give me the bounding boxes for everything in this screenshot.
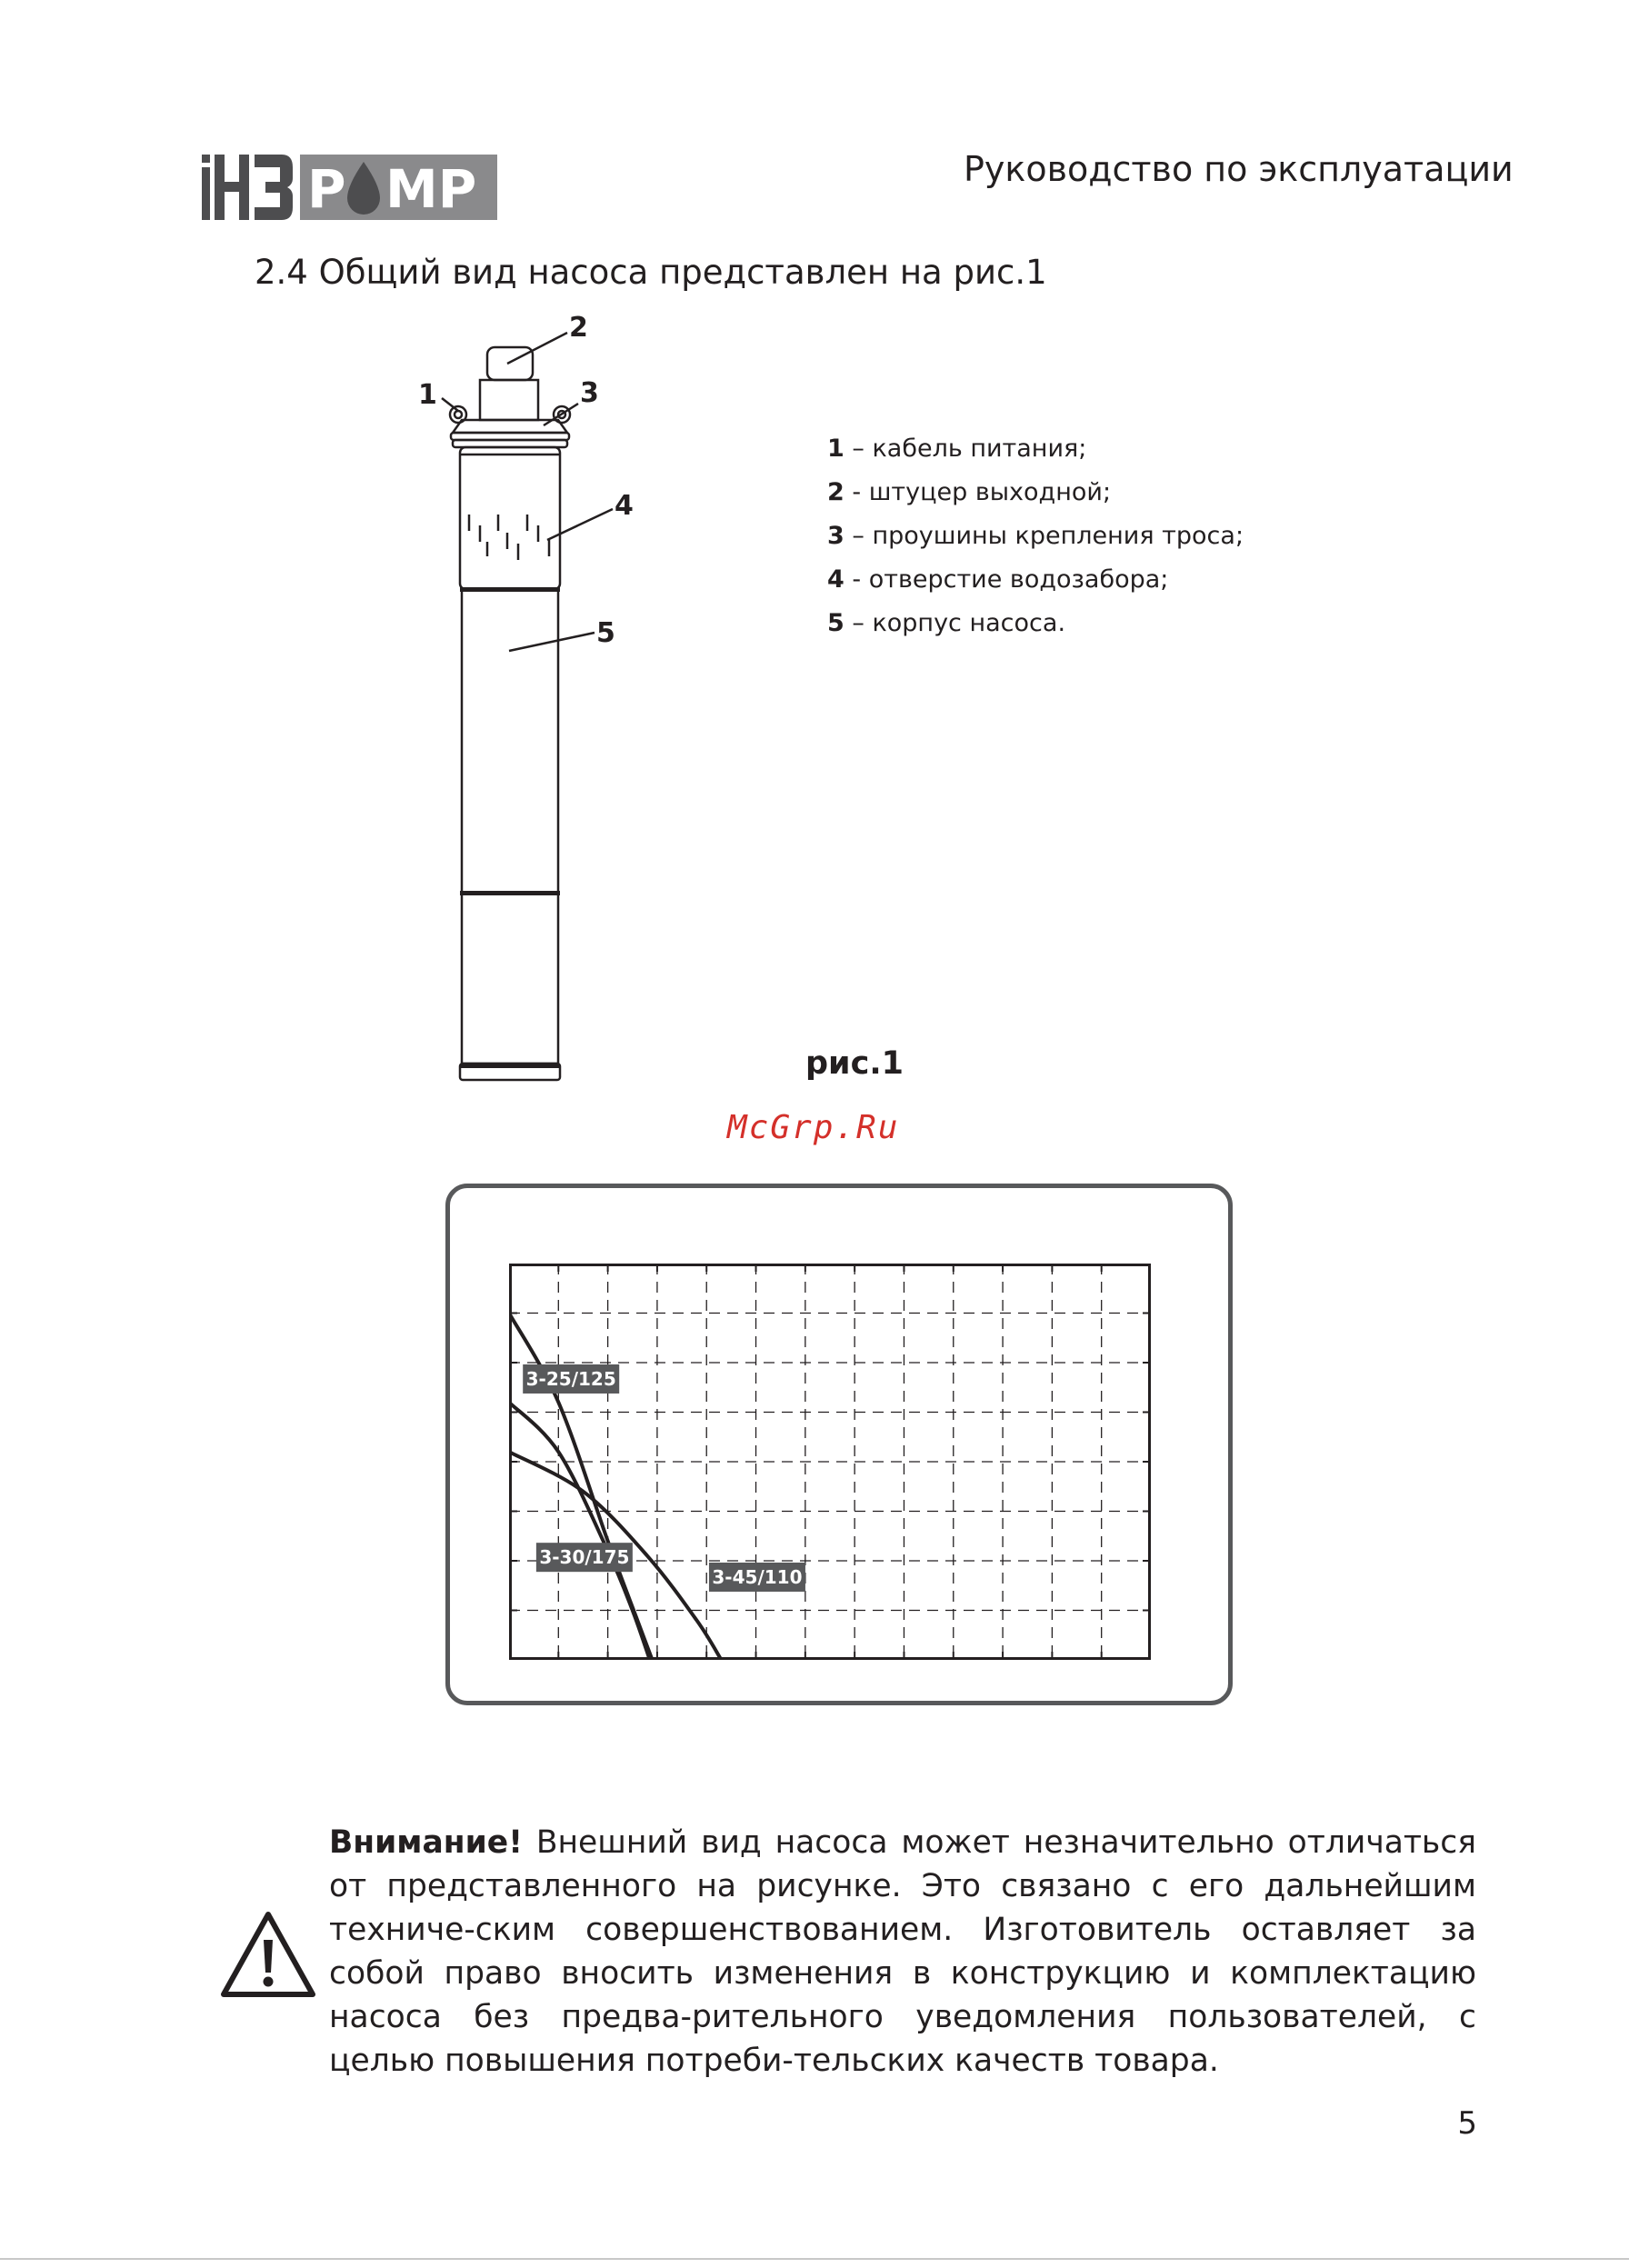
manual-title: Руководство по эксплуатации [964, 149, 1514, 189]
watermark-link[interactable]: McGrp.Ru [727, 1109, 900, 1146]
series-label-3-25-125 [523, 1364, 619, 1394]
callout-1: 1 [418, 379, 437, 411]
page-number: 5 [1457, 2105, 1477, 2142]
series-label-text: 3-45/110 [712, 1565, 803, 1588]
legend-number: 5 [827, 609, 844, 637]
performance-chart [509, 1264, 1151, 1660]
bottom-rule [0, 2258, 1629, 2260]
series-line-3-30-175 [509, 1403, 650, 1660]
warning-label: Внимание! [329, 1824, 523, 1861]
chart-grid [509, 1264, 1151, 1660]
legend-number: 1 [827, 435, 844, 463]
callout-4: 4 [615, 490, 634, 522]
legend-number: 2 [827, 478, 844, 506]
callout-2: 2 [569, 312, 588, 344]
legend-text: - штуцер выходной; [844, 478, 1112, 506]
callout-3: 3 [580, 377, 599, 409]
legend-number: 4 [827, 565, 844, 594]
figure-legend [827, 427, 1244, 645]
legend-item [827, 515, 1244, 558]
series-label-text: 3-25/125 [525, 1367, 616, 1390]
legend-text: – проушины крепления троса; [844, 522, 1244, 550]
brand-logo [202, 155, 497, 220]
svg-text:MP: MP [385, 158, 477, 220]
legend-number: 3 [827, 522, 844, 550]
warning-triangle-icon [218, 1909, 318, 2000]
section-heading: 2.4 Общий вид насоса представлен на рис.1 [255, 253, 1047, 292]
series-label-text: 3-30/175 [539, 1546, 630, 1569]
svg-text:P: P [307, 158, 346, 220]
callout-5: 5 [596, 617, 615, 649]
warning-notice [329, 1821, 1476, 2083]
legend-item [827, 558, 1244, 602]
figure-caption: рис.1 [805, 1045, 904, 1082]
series-label-3-30-175 [536, 1543, 633, 1572]
legend-text: – корпус насоса. [844, 609, 1066, 637]
legend-item [827, 471, 1244, 515]
legend-item [827, 427, 1244, 471]
legend-item [827, 602, 1244, 645]
series-label-3-45-110 [709, 1563, 805, 1592]
legend-text: – кабель питания; [844, 435, 1087, 463]
warning-body: Внешний вид насоса может незначительно отличаться от представленного на рисунке. Это связано с его дальнейшим техниче-ским совершенствованием. Изготовитель оставляет за собой право вносить изменения в конструкцию и комплектацию насоса без предва-рительного уведомления пользователей, с целью повышения потреби-тельских качеств товара. [329, 1824, 1476, 2079]
pump-illustration [391, 309, 691, 1091]
legend-text: - отверстие водозабора; [844, 565, 1169, 594]
